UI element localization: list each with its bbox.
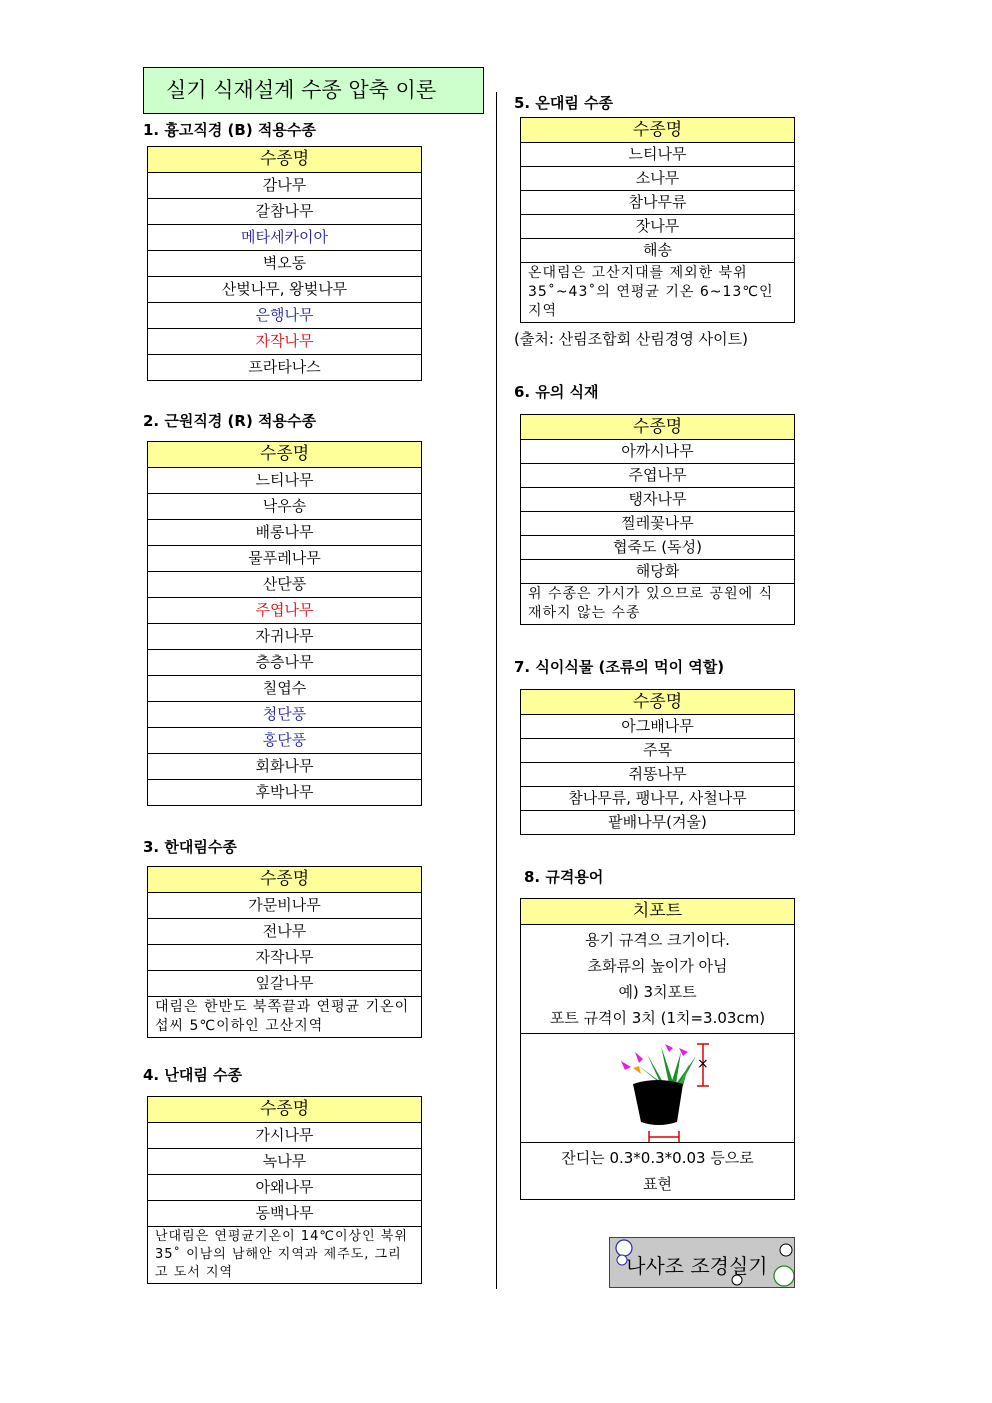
spec-footer-line: 잔디는 0.3*0.3*0.03 등으로 xyxy=(561,1149,754,1167)
table-row: 청단풍 xyxy=(148,702,422,728)
leaf-shape xyxy=(661,1046,673,1084)
table-row: 녹나무 xyxy=(148,1149,422,1175)
table-row: 칠엽수 xyxy=(148,676,422,702)
table-row: 잎갈나무 xyxy=(148,971,422,997)
table-row: 소나무 xyxy=(521,167,795,191)
table-row: 팥배나무(겨울) xyxy=(521,811,795,835)
section-5-heading: 5. 온대림 수종 xyxy=(514,94,614,112)
column-divider xyxy=(496,92,497,1289)
table-row: 주엽나무 xyxy=(148,598,422,624)
table-header: 수종명 xyxy=(148,442,422,468)
x-mark: × xyxy=(697,1056,709,1072)
table-row: 감나무 xyxy=(148,173,422,199)
table-row: 협죽도 (독성) xyxy=(521,536,795,560)
section-4-heading: 4. 난대림 수종 xyxy=(143,1066,243,1084)
leaf-shape xyxy=(679,1064,689,1086)
table-header: 수종명 xyxy=(521,690,795,715)
table-header: 수종명 xyxy=(521,415,795,440)
table-header: 수종명 xyxy=(521,118,795,143)
table-row: 느티나무 xyxy=(521,143,795,167)
table-header: 치포트 xyxy=(521,899,795,925)
table-header: 수종명 xyxy=(148,147,422,173)
table-header: 수종명 xyxy=(148,867,422,893)
table-row: 전나무 xyxy=(148,919,422,945)
section-8-heading: 8. 규격용어 xyxy=(524,868,604,886)
section-7-table xyxy=(520,689,795,835)
table-row: 주목 xyxy=(521,739,795,763)
table-row: 느티나무 xyxy=(148,468,422,494)
spec-description xyxy=(521,925,795,1034)
table-row: 자귀나무 xyxy=(148,624,422,650)
table-note: 온대림은 고산지대를 제외한 북위 35˚~43˚의 연평균 기온 6~13℃인 지역 xyxy=(521,263,795,323)
table-row: 쥐똥나무 xyxy=(521,763,795,787)
flower-shape xyxy=(665,1044,673,1052)
spec-line: 초화류의 높이가 아님 xyxy=(587,957,728,975)
table-row: 참나무류 xyxy=(521,191,795,215)
table-row: 아그배나무 xyxy=(521,715,795,739)
section-6-heading: 6. 유의 식재 xyxy=(514,383,599,401)
spec-line: 용기 규격으 크기이다. xyxy=(585,931,730,949)
table-note: 난대림은 연평균기온이 14℃이상인 북위 35˚ 이남의 남해안 지역과 제주도, 그리고 도서 지역 xyxy=(148,1227,422,1284)
table-row: 탱자나무 xyxy=(521,488,795,512)
table-row: 동백나무 xyxy=(148,1201,422,1227)
section-6-table xyxy=(520,414,795,625)
source-citation: (출처: 산림조합회 산림경영 사이트) xyxy=(514,330,748,348)
section-3-table xyxy=(147,866,422,1038)
table-row: 아까시나무 xyxy=(521,440,795,464)
table-row: 자작나무 xyxy=(148,945,422,971)
table-row: 회화나무 xyxy=(148,754,422,780)
table-row: 아왜나무 xyxy=(148,1175,422,1201)
table-row: 벽오동 xyxy=(148,251,422,277)
table-row: 주엽나무 xyxy=(521,464,795,488)
section-1-table xyxy=(147,146,422,381)
potted-plant-illustration xyxy=(521,1034,794,1142)
pot-illustration-cell xyxy=(521,1034,795,1143)
table-note: 대림은 한반도 북쪽끝과 연평균 기온이 섭씨 5℃이하인 고산지역 xyxy=(148,997,422,1038)
table-row: 가시나무 xyxy=(148,1123,422,1149)
section-2-heading: 2. 근원직경 (R) 적용수종 xyxy=(143,412,316,430)
table-row: 후박나무 xyxy=(148,780,422,806)
spec-line: 예) 3치포트 xyxy=(618,983,697,1001)
flower-shape xyxy=(633,1066,641,1074)
section-4-table xyxy=(147,1096,422,1284)
section-7-heading: 7. 식이식물 (조류의 먹이 역할) xyxy=(514,658,725,676)
spec-footer xyxy=(521,1143,795,1200)
table-row: 참나무류, 팽나무, 사철나무 xyxy=(521,787,795,811)
table-row: 산단풍 xyxy=(148,572,422,598)
table-note: 위 수종은 가시가 있으므로 공원에 식재하지 않는 수종 xyxy=(521,584,795,625)
table-row: 배롱나무 xyxy=(148,520,422,546)
table-row: 자작나무 xyxy=(148,329,422,355)
table-row: 산벚나무, 왕벚나무 xyxy=(148,277,422,303)
section-1-heading: 1. 흉고직경 (B) 적용수종 xyxy=(143,121,316,139)
section-2-table xyxy=(147,441,422,806)
pot-shape xyxy=(633,1080,683,1125)
table-header: 수종명 xyxy=(148,1097,422,1123)
table-row: 프라타나스 xyxy=(148,355,422,381)
spec-footer-line: 표현 xyxy=(643,1175,672,1193)
table-row: 가문비나무 xyxy=(148,893,422,919)
flower-shape xyxy=(635,1052,643,1063)
table-row: 홍단풍 xyxy=(148,728,422,754)
table-row: 물푸레나무 xyxy=(148,546,422,572)
flower-shape xyxy=(621,1061,631,1070)
spec-line: 포트 규격이 3치 (1치=3.03cm) xyxy=(549,1009,766,1027)
table-row: 찔레꽃나무 xyxy=(521,512,795,536)
logo-text: 나사조 조경실기 xyxy=(626,1254,768,1278)
section-3-heading: 3. 한대림수종 xyxy=(143,838,237,856)
section-5-table xyxy=(520,117,795,323)
logo-badge xyxy=(609,1237,795,1288)
section-8-table xyxy=(520,898,795,1200)
table-row: 잣나무 xyxy=(521,215,795,239)
table-row: 갈참나무 xyxy=(148,199,422,225)
logo-circle xyxy=(780,1244,792,1256)
table-row: 메타세카이아 xyxy=(148,225,422,251)
table-row: 해송 xyxy=(521,239,795,263)
table-row: 층층나무 xyxy=(148,650,422,676)
page-title: 실기 식재설계 수종 압축 이론 xyxy=(143,67,484,114)
table-row: 은행나무 xyxy=(148,303,422,329)
table-row: 해당화 xyxy=(521,560,795,584)
logo-circle xyxy=(774,1266,794,1286)
table-row: 낙우송 xyxy=(148,494,422,520)
